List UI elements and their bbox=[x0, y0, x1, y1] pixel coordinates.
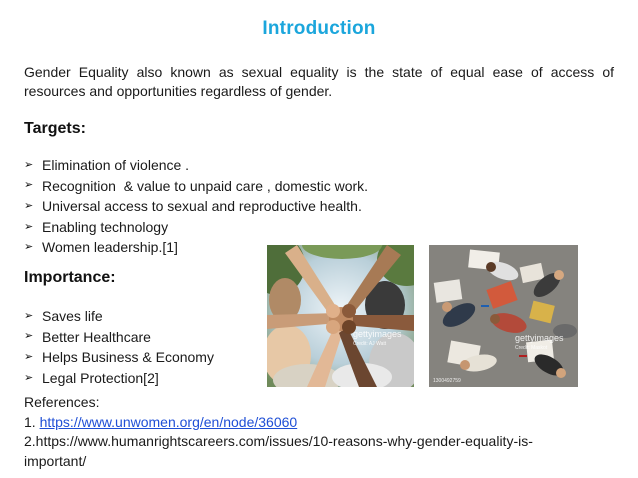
targets-list bbox=[24, 155, 368, 258]
image-id-text: 1300492759 bbox=[433, 378, 461, 384]
photo-activists-placards bbox=[429, 245, 578, 387]
page-title: Introduction bbox=[262, 18, 376, 39]
activists-illustration bbox=[429, 245, 578, 387]
list-item: ➢ Better Healthcare bbox=[24, 328, 151, 345]
photo-hands-circle bbox=[267, 245, 414, 387]
list-item: ➢ Helps Business & Economy bbox=[24, 349, 214, 366]
list-item: ➢ Universal access to sexual and reproductive health. bbox=[24, 198, 362, 215]
targets-heading: Targets: bbox=[24, 120, 86, 137]
references-section bbox=[24, 393, 624, 471]
arrow-bullet-icon: ➢ bbox=[24, 241, 34, 254]
intro-paragraph: Gender Equality also known as sexual equality is the state of equal ease of access of resources and opportunities regardless of gender. bbox=[24, 64, 614, 99]
reference-1-link[interactable]: https://www.unwomen.org/en/node/36060 bbox=[39, 413, 298, 430]
watermark-text: gettyimages bbox=[515, 333, 564, 343]
arrow-bullet-icon: ➢ bbox=[24, 350, 34, 363]
list-item: ➢ Recognition & value to unpaid care , domestic work. bbox=[24, 177, 369, 194]
watermark-text: gettyimages bbox=[353, 329, 402, 339]
arrow-bullet-icon: ➢ bbox=[24, 309, 34, 322]
arrow-bullet-icon: ➢ bbox=[24, 158, 34, 171]
importance-heading: Importance: bbox=[24, 269, 116, 286]
arrow-bullet-icon: ➢ bbox=[24, 371, 34, 384]
list-item: ➢ Elimination of violence . bbox=[24, 157, 190, 173]
reference-2-line-1: 2.https://www.humanrightscareers.com/issues/10-reasons-why-gender-equality-is- bbox=[24, 433, 533, 449]
arrow-bullet-icon: ➢ bbox=[24, 220, 34, 233]
list-item: ➢ Enabling technology bbox=[24, 218, 169, 235]
list-item: ➢ Legal Protection[2] bbox=[24, 369, 159, 386]
importance-list bbox=[24, 306, 214, 388]
arrow-bullet-icon: ➢ bbox=[24, 199, 34, 212]
credit-text: Credit: AJ Watt bbox=[353, 341, 387, 347]
arrow-bullet-icon: ➢ bbox=[24, 179, 34, 192]
credit-text: Credit: Maskot bbox=[515, 345, 548, 351]
references-heading: References: bbox=[24, 394, 100, 410]
list-item: ➢ Saves life bbox=[24, 308, 103, 324]
reference-1: 1. https://www.unwomen.org/en/node/36060 bbox=[24, 413, 298, 430]
arrow-bullet-icon: ➢ bbox=[24, 330, 34, 343]
list-item: ➢ Women leadership.[1] bbox=[24, 239, 178, 256]
hands-circle-illustration bbox=[267, 245, 414, 387]
reference-2-line-2: important/ bbox=[24, 452, 87, 469]
